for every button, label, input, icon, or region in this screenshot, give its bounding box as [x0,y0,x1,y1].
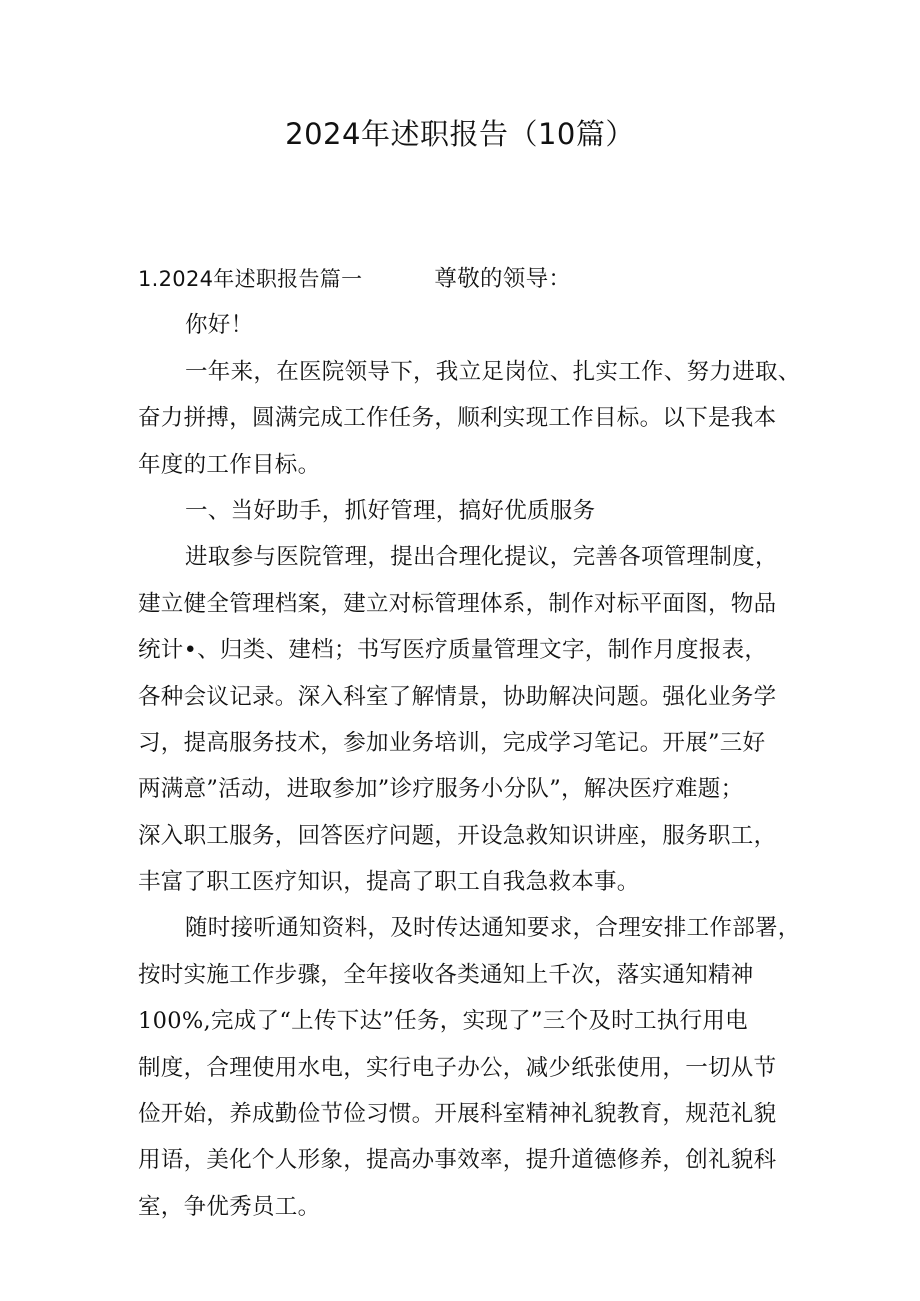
paragraph-line: 100%,完成了“上传下达”任务，实现了”三个及时工执行用电 [138,1008,748,1035]
paragraph-line: 丰富了职工医疗知识，提高了职工自我急救本事。 [138,869,640,896]
paragraph-line: 进取参与医院管理，提出合理化提议，完善各项管理制度， [185,544,778,571]
paragraph-line: 随时接听通知资料，及时传达通知要求，合理安排工作部署， [185,915,801,942]
document-title: 2024年述职报告（10篇） [285,117,635,151]
paragraph-line: 两满意”活动，进取参加”诊疗服务小分队”，解决医疗难题； [138,776,744,803]
section-heading: 1.2024年述职报告篇一 [138,267,363,291]
paragraph-line: 俭开始，养成勤俭节俭习惯。开展科室精神礼貌教育，规范礼貌 [138,1101,777,1128]
paragraph-line: 一年来，在医院领导下，我立足岗位、扎实工作、努力进取、 [185,358,801,385]
paragraph-line: 习，提高服务技术，参加业务培训，完成学习笔记。开展”三好 [138,729,766,756]
paragraph-line: 用语，美化个人形象，提高办事效率，提升道德修养，创礼貌科 [138,1147,777,1174]
subheading: 一、当好助手，抓好管理，搞好优质服务 [185,497,596,524]
paragraph-line: 室，争优秀员工。 [138,1193,321,1220]
paragraph-line: 各种会议记录。深入科室了解情景，协助解决问题。强化业务学 [138,683,777,710]
paragraph-line: 按时实施工作步骤，全年接收各类通知上千次，落实通知精神 [138,961,754,988]
paragraph-line: 年度的工作目标。 [138,451,321,478]
paragraph-line: 制度，合理使用水电，实行电子办公，减少纸张使用，一切从节 [138,1054,777,1081]
paragraph-line: 深入职工服务，回答医疗问题，开设急救知识讲座，服务职工， [138,822,777,849]
document-body [138,256,801,1230]
greeting: 你好！ [185,312,254,339]
paragraph-line: 建立健全管理档案，建立对标管理体系，制作对标平面图，物品 [138,590,777,617]
heading-line [138,256,788,302]
paragraph-line: 统计•、归类、建档；书写医疗质量管理文字，制作月度报表， [138,637,768,664]
paragraph-line: 奋力拼搏，圆满完成工作任务，顺利实现工作目标。以下是我本 [138,405,777,432]
salutation: 尊敬的领导： [434,266,572,292]
